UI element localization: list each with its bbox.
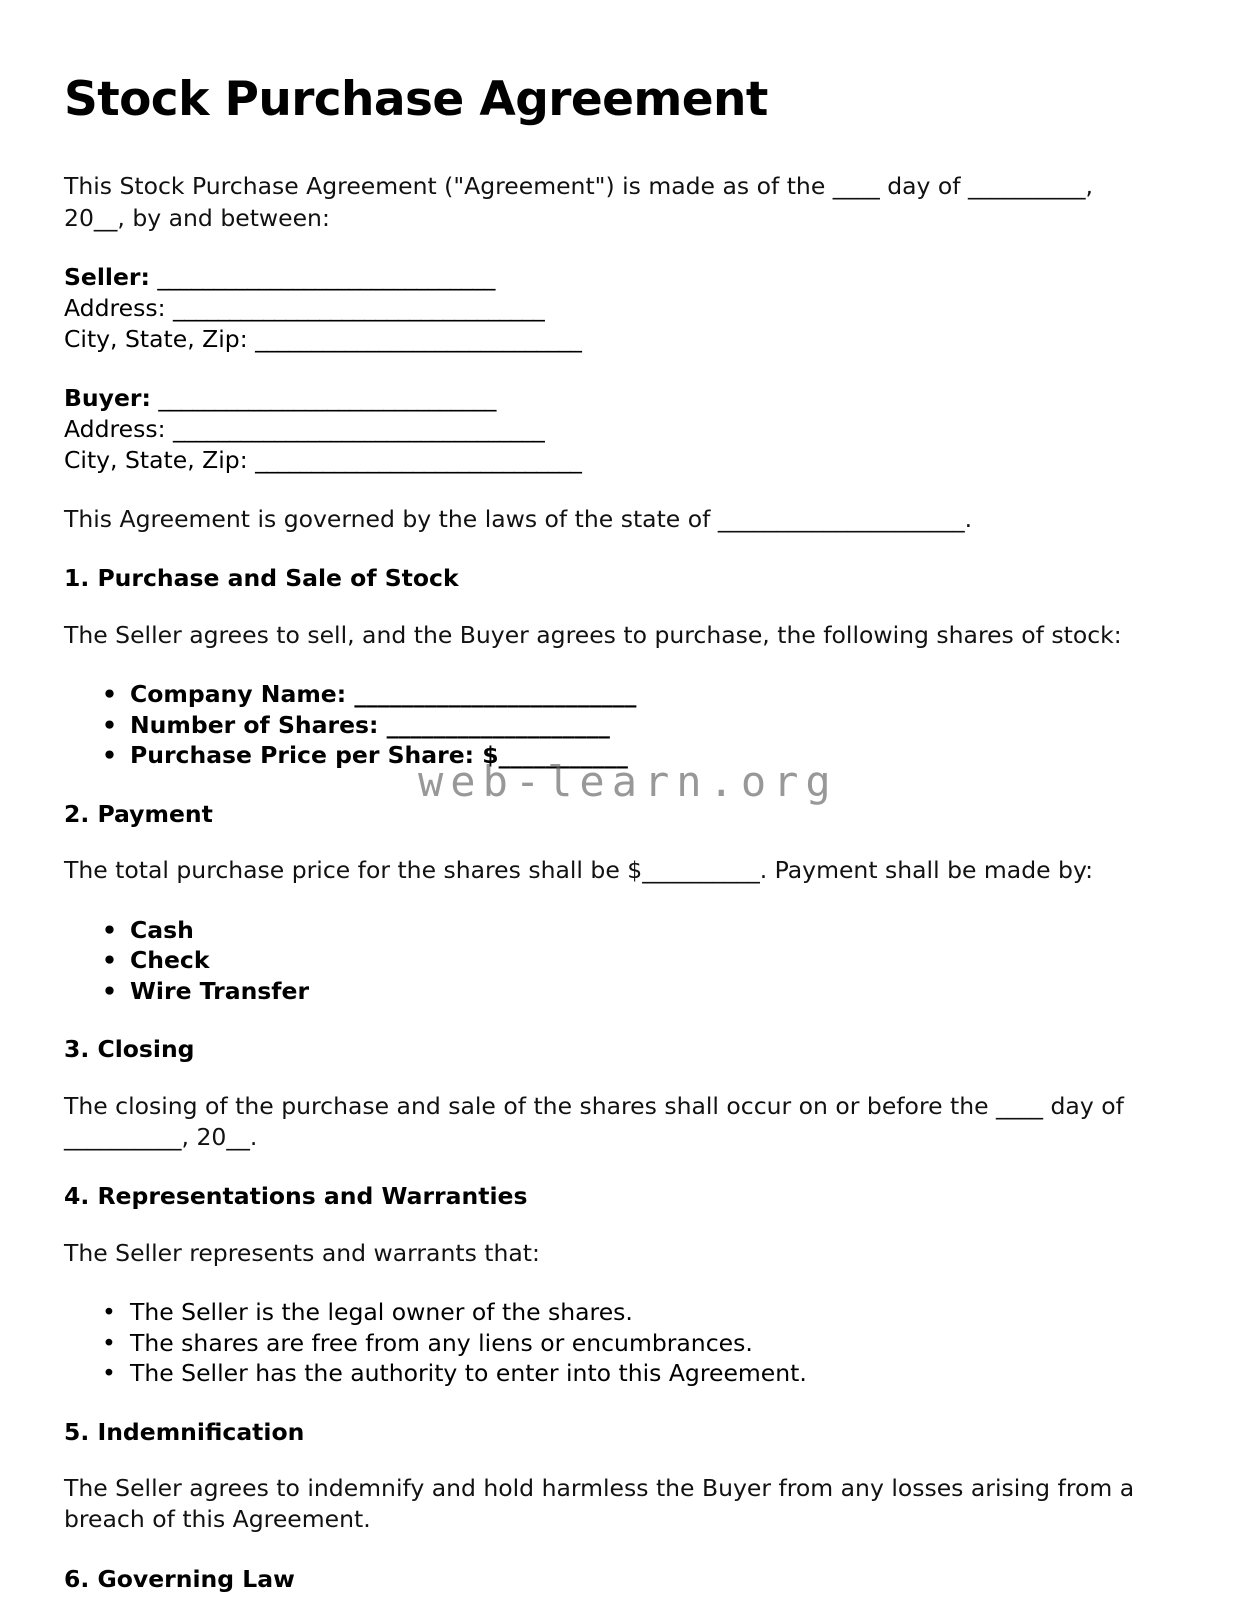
site-watermark: web-learn.org	[418, 757, 838, 806]
buyer-name-label: Buyer:	[64, 384, 151, 412]
list-item: • The Seller has the authority to enter into this Agreement.	[130, 1358, 1177, 1389]
list-item: • Check	[130, 945, 1177, 976]
section-body-1: The Seller agrees to sell, and the Buyer agrees to purchase, the following shares of stock:	[64, 620, 1122, 649]
seller-address-blank: _________________________________	[173, 293, 545, 322]
list-item: • Wire Transfer	[130, 976, 1177, 1007]
buyer-city-label: City, State, Zip:	[64, 446, 248, 475]
section-list-2	[64, 915, 1177, 1007]
list-item: • The shares are free from any liens or encumbrances.	[130, 1328, 1177, 1359]
section-heading-2: 2. Payment	[64, 799, 213, 828]
section-heading-6: 6. Governing Law	[64, 1564, 295, 1593]
governing-clause: This Agreement is governed by the laws of the state of _____________________.	[64, 505, 973, 534]
section-body-2: The total purchase price for the shares shall be $__________. Payment shall be made by:	[64, 856, 1094, 885]
buyer-city-row	[64, 445, 1177, 476]
seller-name-blank: ______________________________	[157, 262, 495, 291]
seller-block	[64, 262, 1177, 355]
seller-name-row	[64, 262, 1177, 293]
buyer-name-blank: ______________________________	[158, 384, 496, 412]
buyer-name-row	[64, 383, 1177, 414]
seller-address-label: Address:	[64, 293, 166, 322]
section-body-5: The Seller agrees to indemnify and hold harmless the Buyer from any losses arising from a breach of this Agreement.	[64, 1474, 1135, 1534]
section-heading-4: 4. Representations and Warranties	[64, 1182, 528, 1211]
list-item: • Cash	[130, 915, 1177, 946]
list-item: • Purchase Price per Share: $___________	[130, 740, 1177, 771]
buyer-block	[64, 383, 1177, 476]
section-heading-5: 5. Indemnification	[64, 1417, 305, 1446]
list-item: • The Seller is the legal owner of the shares.	[130, 1297, 1177, 1328]
buyer-city-blank: _____________________________	[255, 446, 582, 475]
buyer-address-row	[64, 414, 1177, 445]
section-list-4	[64, 1297, 1177, 1389]
seller-city-row	[64, 324, 1177, 355]
list-item: • Company Name: ________________________	[130, 679, 1177, 710]
seller-city-blank: _____________________________	[255, 324, 582, 353]
section-body-3: The closing of the purchase and sale of the shares shall occur on or before the ____ day of __________, 20__.	[64, 1091, 1124, 1151]
buyer-address-blank: _________________________________	[173, 415, 545, 444]
section-heading-3: 3. Closing	[64, 1035, 195, 1064]
section-heading-1: 1. Purchase and Sale of Stock	[64, 564, 459, 593]
seller-city-label: City, State, Zip:	[64, 324, 248, 353]
buyer-address-label: Address:	[64, 415, 166, 444]
list-item: • Number of Shares: ___________________	[130, 710, 1177, 741]
section-body-4: The Seller represents and warrants that:	[64, 1238, 540, 1267]
seller-name-label: Seller:	[64, 262, 150, 291]
seller-address-row	[64, 293, 1177, 324]
intro-paragraph: This Stock Purchase Agreement ("Agreement") is made as of the ____ day of __________, 20__, by and between:	[64, 172, 1094, 232]
page-title: Stock Purchase Agreement	[64, 72, 768, 127]
section-list-1	[64, 679, 1177, 771]
